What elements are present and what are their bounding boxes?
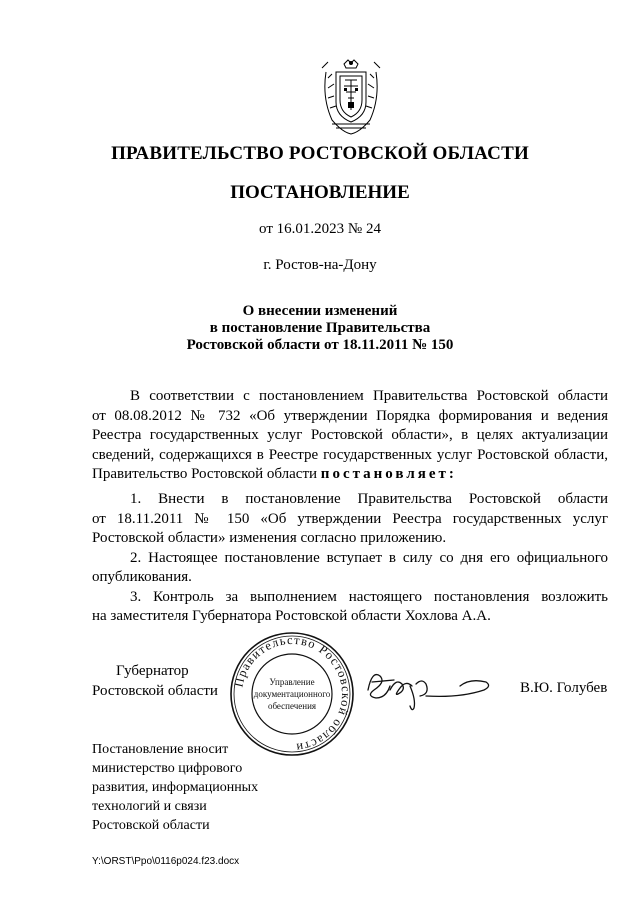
note-line: технологий и связи	[92, 799, 207, 814]
resolves-word: постановляет:	[320, 466, 457, 482]
signer-name: В.Ю. Голубев	[520, 680, 608, 696]
stamp-inner-line: документационного	[253, 689, 331, 699]
governor-role	[92, 662, 218, 701]
resolution-items	[92, 490, 608, 627]
subject-line: в постановление Правительства	[209, 320, 431, 336]
government-title: ПРАВИТЕЛЬСТВО РОСТОВСКОЙ ОБЛАСТИ	[111, 143, 529, 164]
item-line: 1. Внести в постановление Правительства Ростовской области	[130, 491, 608, 507]
preamble-paragraph	[92, 387, 608, 485]
preamble-line: Правительство Ростовской области	[92, 466, 318, 482]
preamble-line: сведений, содержащихся в Реестре государственных услуг Ростовской области,	[92, 446, 608, 463]
submission-note	[92, 740, 258, 835]
item-line: опубликования.	[92, 569, 192, 585]
file-path: Y:\ORST\Ppo\0116p024.f23.docx	[92, 856, 240, 867]
document-subject	[0, 303, 640, 354]
stamp-inner-line: Управление	[269, 677, 315, 687]
item-line: от 18.11.2011 № 150 «Об утверждении Реестра государственных услуг	[92, 510, 608, 527]
note-line: Постановление вносит	[92, 742, 229, 757]
role-line: Губернатор	[116, 663, 189, 679]
document-city: г. Ростов-на-Дону	[263, 257, 377, 273]
preamble-line: от 08.08.2012 № 732 «Об утверждении Порядка формирования и ведения	[92, 407, 608, 424]
preamble-line: В соответствии с постановлением Правительства Ростовской области	[130, 388, 608, 404]
document-date-number: от 16.01.2023 № 24	[259, 221, 381, 237]
item-line: 2. Настоящее постановление вступает в силу со дня его официального	[130, 549, 608, 566]
stamp-inner-line: обеспечения	[267, 701, 317, 711]
note-line: Ростовской области	[92, 818, 210, 833]
official-stamp	[228, 630, 356, 758]
item-line: Ростовской области» изменения согласно приложению.	[92, 530, 447, 546]
item-line: на заместителя Губернатора Ростовской области Хохлова А.А.	[92, 608, 491, 624]
note-line: развития, информационных	[92, 780, 259, 795]
subject-line: О внесении изменений	[242, 303, 398, 319]
note-line: министерство цифрового	[92, 761, 243, 776]
role-line: Ростовской области	[92, 682, 218, 699]
subject-line: Ростовской области от 18.11.2011 № 150	[186, 337, 454, 353]
handwritten-signature	[360, 660, 500, 720]
item-line: 3. Контроль за выполнением настоящего постановления возложить	[130, 588, 608, 605]
stamp-ring-text: Правительство Ростовской области	[231, 632, 354, 755]
document-type: ПОСТАНОВЛЕНИЕ	[230, 182, 410, 203]
coat-of-arms-icon	[318, 58, 384, 136]
preamble-line: Реестра государственных услуг Ростовской области», в целях актуализации	[92, 427, 608, 443]
preamble-line-final	[92, 465, 608, 485]
